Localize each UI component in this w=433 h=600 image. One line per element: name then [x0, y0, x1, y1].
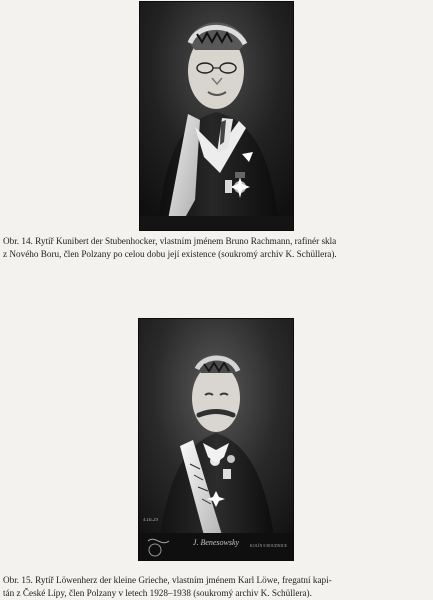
caption-line: z Nového Boru, člen Polzany po celou dobu její existence (soukromý archiv K. Schüllera).: [3, 248, 337, 259]
figure-14-caption: [3, 235, 431, 260]
caption-line: Obr. 14. Rytíř Kunibert der Stubenhocker, vlastním jménem Bruno Rachmann, rafinér skla: [3, 236, 337, 246]
studio-signature: J. Benesowsky: [192, 538, 240, 547]
photo-corner-mark: 4.III.29: [143, 518, 158, 523]
caption-line: tán z České Lípy, člen Polzany v letech 1928–1938 (soukromý archiv K. Schüllera).: [3, 587, 312, 598]
portrait-image-1: [140, 2, 293, 230]
figure-15-caption: [3, 574, 431, 599]
caption-line: Obr. 15. Rytíř Löwenherz der kleine Grieche, vlastním jménem Karl Löwe, fregatní kapi-: [3, 575, 332, 585]
portrait-image-2: [139, 319, 293, 560]
studio-address: KOLÍN 8 ROUDNICE: [249, 543, 287, 548]
photo-karl-lowe: [139, 319, 293, 560]
photo-bruno-rachmann: [140, 2, 293, 230]
